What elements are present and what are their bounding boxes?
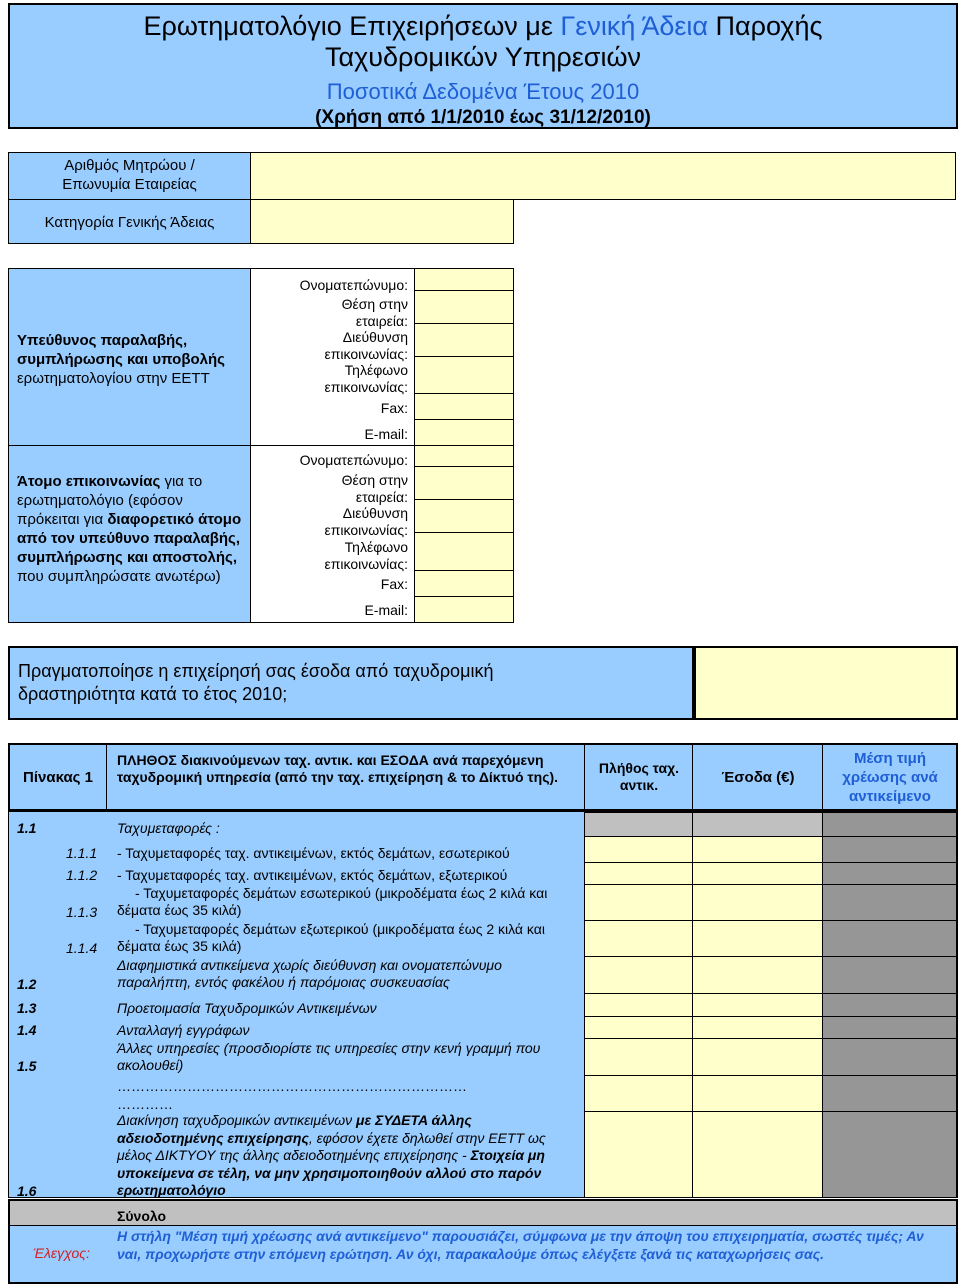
resp-name-label: Ονοματεπώνυμο:: [299, 277, 408, 293]
avg-price-cell: [822, 1111, 957, 1198]
row-label: Άλλες υπηρεσίες (προσδιορίστε τις υπηρεσίες στην κενή γραμμή που ακολουθεί): [117, 1040, 541, 1073]
resp-name-field[interactable]: [414, 268, 514, 291]
cell-disabled: [692, 812, 823, 837]
row-label: - Ταχυμεταφορές δεμάτων εσωτερικού (μικροδέματα έως 2 κιλά και δέματα έως 35 κιλά): [117, 885, 548, 918]
row-number: 1.4: [17, 1022, 37, 1038]
row-number: 1.5: [17, 1058, 37, 1074]
resp-position-label: Θέση στην εταιρεία:: [341, 296, 408, 329]
resp-position-field[interactable]: [414, 290, 514, 324]
qty-input[interactable]: [584, 1016, 693, 1039]
revenue-input[interactable]: [692, 1111, 823, 1198]
revenue-header: Έσοδα (€): [721, 768, 795, 786]
avg-price-cell: [822, 1016, 957, 1039]
category-label: Κατηγορία Γενικής Άδειας: [44, 213, 215, 231]
contact-email-label: E-mail:: [364, 602, 408, 618]
qty-input[interactable]: [584, 920, 693, 957]
category-field[interactable]: [250, 199, 514, 244]
header-divider: [692, 745, 693, 809]
resp-email-field[interactable]: [414, 419, 514, 446]
company-name-field[interactable]: [250, 152, 956, 200]
contact-address-field[interactable]: [414, 499, 514, 533]
row-label: Διακίνηση ταχυδρομικών αντικειμένων με ΣΥΔΕΤΑ άλλης αδειοδοτημένης επιχείρησης, εφόσον έχετε δηλωθεί στην ΕΕΤΤ ως μέλος ΔΙΚΤΥΟΥ της άλλης αδειοδοτημένης επιχείρησης - Στοιχεία μη υποκείμενα σε τέλη, να μην χρησιμοποιηθούν αλλού στο παρόν ερωτηματολόγιο: [117, 1112, 546, 1198]
contact-position-label: Θέση στην εταιρεία:: [341, 472, 408, 505]
row-label: - Ταχυμεταφορές ταχ. αντικειμένων, εκτός δεμάτων, εξωτερικού: [117, 867, 508, 883]
qty-input[interactable]: [584, 862, 693, 885]
revenue-answer-field[interactable]: [694, 646, 958, 720]
resp-address-label: Διεύθυνση επικοινωνίας:: [324, 329, 408, 362]
row-number: 1.1.3: [66, 904, 98, 920]
row-number: 1.6: [17, 1183, 37, 1199]
cell-disabled: [822, 812, 957, 837]
contact-position-field[interactable]: [414, 466, 514, 500]
row-dots: …………: [117, 1096, 173, 1112]
header-box: [8, 3, 958, 129]
resp-email-label: E-mail:: [364, 426, 408, 442]
contact-label-box: [8, 445, 251, 623]
page-title: Ερωτηματολόγιο Επιχειρήσεων με Γενική Άδεια Παροχής Ταχυδρομικών Υπηρεσιών: [143, 11, 823, 72]
resp-phone-field[interactable]: [414, 356, 514, 394]
qty-input[interactable]: [584, 836, 693, 863]
revenue-input[interactable]: [692, 1016, 823, 1039]
revenue-input[interactable]: [692, 836, 823, 863]
responsible-label-box: [8, 268, 251, 446]
row-number: 1.1.2: [66, 867, 98, 883]
period-label: (Χρήση από 1/1/2010 έως 31/12/2010): [315, 107, 651, 128]
revenue-input[interactable]: [692, 884, 823, 921]
revenue-input[interactable]: [692, 993, 823, 1017]
avg-price-cell: [822, 920, 957, 957]
resp-phone-label: Τηλέφωνο επικοινωνίας:: [324, 362, 408, 395]
cell-disabled: [584, 812, 693, 837]
avg-price-cell: [822, 1075, 957, 1112]
check-label: Έλεγχος:: [33, 1245, 90, 1261]
responsible-label: Υπεύθυνος παραλαβής, συμπλήρωσης και υποβολής ερωτηματολογίου στην ΕΕΤΤ: [17, 332, 225, 387]
row-number: 1.1: [17, 820, 37, 836]
avg-price-cell: [822, 836, 957, 863]
row-number: 1.3: [17, 1000, 37, 1016]
table-number-header: Πίνακας 1: [23, 768, 93, 786]
row-label: Διαφημιστικά αντικείμενα χωρίς διεύθυνση και ονοματεπώνυμο παραλήπτη, εντός φακέλου ή παρόμοιας συσκευασίας: [117, 957, 502, 990]
revenue-question: Πραγματοποίησε η επιχείρησή σας έσοδα από ταχυδρομική δραστηριότητα κατά το έτος 2010;: [18, 661, 494, 704]
row-label: Προετοιμασία Ταχυδρομικών Αντικειμένων: [117, 1000, 377, 1016]
company-divider: [8, 199, 251, 200]
page-subtitle: Ποσοτικά Δεδομένα Έτους 2010: [326, 79, 640, 104]
table-description-header: ΠΛΗΘΟΣ διακινούμενων ταχ. αντικ. και ΕΣΟΔΑ ανά παρεχόμενη ταχυδρομική υπηρεσία (από την ταχ. επιχείρηση & το Δίκτυό της).: [117, 752, 559, 785]
qty-input[interactable]: [584, 956, 693, 994]
resp-fax-field[interactable]: [414, 393, 514, 420]
contact-address-label: Διεύθυνση επικοινωνίας:: [324, 505, 408, 538]
revenue-input[interactable]: [692, 956, 823, 994]
avg-price-cell: [822, 862, 957, 885]
contact-email-field[interactable]: [414, 596, 514, 623]
contact-fax-label: Fax:: [380, 576, 408, 592]
company-reg-label: Αριθμός Μητρώου / Επωνυμία Εταιρείας: [62, 157, 197, 193]
contact-phone-label: Τηλέφωνο επικοινωνίας:: [324, 539, 408, 572]
resp-fax-label: Fax:: [380, 400, 408, 416]
avg-price-cell: [822, 1038, 957, 1076]
contact-name-field[interactable]: [414, 445, 514, 467]
qty-input[interactable]: [584, 993, 693, 1017]
row-dots: …………………………………………………………………: [117, 1078, 467, 1094]
header-divider: [106, 745, 107, 809]
resp-address-field[interactable]: [414, 323, 514, 357]
row-label: - Ταχυμεταφορές δεμάτων εξωτερικού (μικροδέματα έως 2 κιλά και δέματα έως 35 κιλά): [117, 921, 545, 954]
quantity-header: Πλήθος ταχ. αντικ.: [598, 760, 680, 793]
avg-price-cell: [822, 956, 957, 994]
avg-price-cell: [822, 884, 957, 921]
contact-phone-field[interactable]: [414, 532, 514, 571]
contact-name-label: Ονοματεπώνυμο:: [299, 452, 408, 468]
header-divider: [822, 745, 823, 809]
revenue-input[interactable]: [692, 1075, 823, 1112]
check-text: Η στήλη "Μέση τιμή χρέωσης ανά αντικείμενο" παρουσιάζει, σύμφωνα με την άποψη του επιχειρηματία, σωστές τιμές; Αν ναι, προχωρήστε στην επόμενη ερώτηση. Αν όχι, παρακαλούμε όπως ελέγξετε ξανά τις καταχωρήσεις σας.: [117, 1228, 924, 1262]
revenue-input[interactable]: [692, 920, 823, 957]
qty-input[interactable]: [584, 884, 693, 921]
row-label: - Ταχυμεταφορές ταχ. αντικειμένων, εκτός δεμάτων, εσωτερικού: [117, 845, 510, 861]
row-number: 1.2: [17, 976, 37, 992]
qty-input[interactable]: [584, 1111, 693, 1198]
revenue-input[interactable]: [692, 1038, 823, 1076]
revenue-question-box: [8, 646, 694, 720]
contact-label: Άτομο επικοινωνίας για το ερωτηματολόγιο (εφόσον πρόκειται για διαφορετικό άτομο από τον υπεύθυνο παραλαβής, συμπλήρωσης και αποστολής, που συμπληρώσατε ανωτέρω): [17, 473, 242, 585]
qty-input[interactable]: [584, 1075, 693, 1112]
revenue-input[interactable]: [692, 862, 823, 885]
row-label: Ταχυμεταφορές :: [117, 820, 220, 836]
row-number: 1.1.1: [66, 845, 98, 861]
sum-label: Σύνολο: [117, 1208, 167, 1224]
avg-price-header: Μέση τιμή χρέωσης ανά αντικείμενο: [842, 749, 938, 805]
row-label: Ανταλλαγή εγγράφων: [117, 1022, 250, 1038]
qty-input[interactable]: [584, 1038, 693, 1076]
contact-fax-field[interactable]: [414, 570, 514, 597]
header-divider: [584, 745, 585, 809]
avg-price-cell: [822, 993, 957, 1017]
row-number: 1.1.4: [66, 940, 98, 956]
